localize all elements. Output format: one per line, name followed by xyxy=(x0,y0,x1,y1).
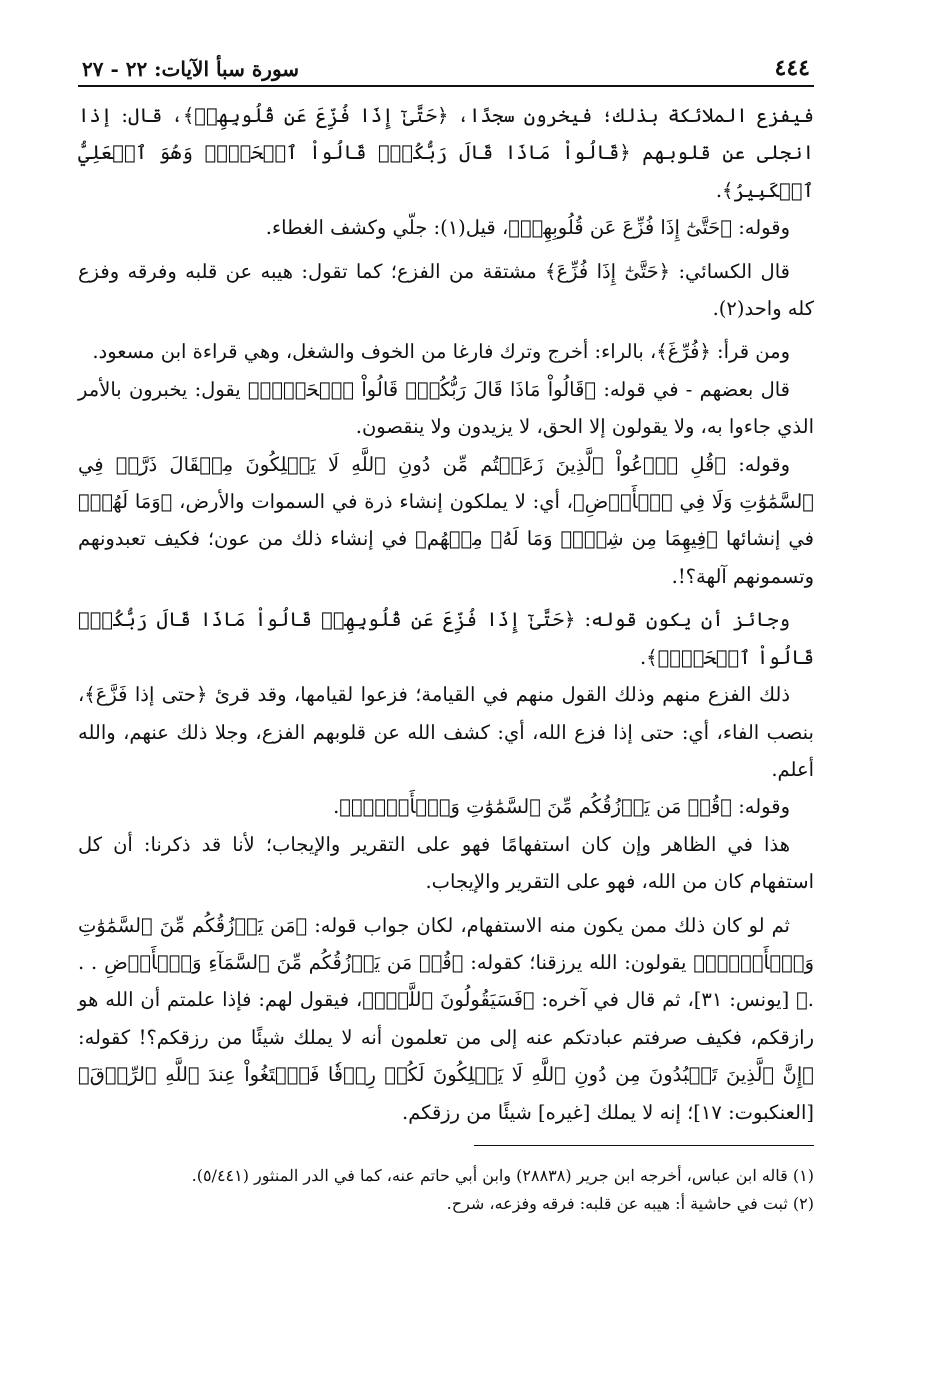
paragraph: وقوله: ﴿قُلۡ مَن يَرۡزُقُكُم مِّنَ ٱلسَّمَٰوَٰتِ وَٱلۡأَرۡضِۖ﴾. xyxy=(333,795,790,819)
paragraph: وقوله: ﴿قُلِ ٱدۡعُواْ ٱلَّذِينَ زَعَمۡتُم مِّن دُونِ ٱللَّهِ لَا يَمۡلِكُونَ مِثۡقَالَ ذَرَّةٖ فِي ٱلسَّمَٰوَٰتِ وَلَا فِي ٱلۡأَرۡضِ﴾، أي: لا يملكون إنشاء ذرة في السموات والأرض، ﴿وَمَا لَهُمۡ﴾ في إنشائها ﴿فِيهِمَا مِن شِرۡكٖ وَمَا لَهُۥ مِنۡهُم﴾ في إنشاء ذلك من عون؛ فكيف تعبدونهم وتسمونهم آلهة؟!. xyxy=(78,452,814,588)
footnote: (٢) ثبت في حاشية أ: هيبه عن قلبه: فرقه وفزعه، شرح. xyxy=(446,1193,814,1213)
page-header xyxy=(78,55,814,87)
paragraph: ومن قرأ: ﴿فُرِّغَ﴾، بالراء: أخرج وترك فارغا من الخوف والشغل، وهي قراءة ابن مسعود. xyxy=(92,340,790,364)
paragraph: وقوله: ﴿حَتَّىٰٓ إِذَا فُزِّعَ عَن قُلُوبِهِمۡ﴾، قيل(١): جلّي وكشف الغطاء. xyxy=(265,216,790,240)
paragraph: ثم لو كان ذلك ممن يكون منه الاستفهام، لكان جواب قوله: ﴿مَن يَرۡزُقُكُم مِّنَ ٱلسَّمَٰوَٰتِ وَٱلۡأَرۡضِۖ﴾ يقولون: الله يرزقنا؛ كقوله: ﴿قُلۡ مَن يَرۡزُقُكُم مِّنَ ٱلسَّمَآءِ وَٱلۡأَرۡضِ . . .﴾ [يونس: ٣١]، ثم قال في آخره: ﴿فَسَيَقُولُونَ ٱللَّهُۚ﴾، فيقول لهم: فإذا علمتم أن الله هو رازقكم، فكيف صرفتم عبادتكم عنه إلى من تعلمون أنه لا يملك شيئًا من رزقكم؟! كقوله: ﴿إِنَّ ٱلَّذِينَ تَعۡبُدُونَ مِن دُونِ ٱللَّهِ لَا يَمۡلِكُونَ لَكُمۡ رِزۡقٗا فَٱبۡتَغُواْ عِندَ ٱللَّهِ ٱلرِّزۡقَ﴾ [العنكبوت: ١٧]؛ إنه لا يملك [غيره] شيئًا من رزقكم. xyxy=(78,913,815,1124)
paragraph: قال بعضهم - في قوله: ﴿قَالُواْ مَاذَا قَالَ رَبُّكُمۡۖ قَالُواْ ٱلۡحَقَّۖ﴾ يقول: يخبرون بالأمر الذي جاءوا به، ولا يقولون إلا الحق، لا يزيدون ولا ينقصون. xyxy=(78,377,814,439)
paragraph: قال الكسائي: ﴿حَتَّىٰٓ إِذَا فُزِّعَ﴾ مشتقة من الفزع؛ كما تقول: هيبه عن قلبه وفرقه وفزع كله واحد(٢). xyxy=(78,259,814,321)
footnote-divider xyxy=(474,1145,814,1146)
footnotes xyxy=(78,1162,814,1218)
book-page xyxy=(78,55,814,1218)
paragraph: هذا في الظاهر وإن كان استفهامًا فهو على التقرير والإيجاب؛ لأنا قد ذكرنا: أن كل استفهام كان من الله، فهو على التقرير والإيجاب. xyxy=(78,832,814,894)
main-text xyxy=(78,97,814,1131)
footnote: (١) قاله ابن عباس، أخرجه ابن جرير (٢٨٨٣٨) وابن أبي حاتم عنه، كما في الدر المنثور (٥/٤٤١). xyxy=(191,1165,814,1185)
paragraph: فيفزع الملائكة بذلك؛ فيخرون سجدًا، ﴿حَتَّىٰٓ إِذَا فُزِّعَ عَن قُلُوبِهِمۡ﴾، قال: إذا انجلى عن قلوبهم ﴿قَالُواْ مَاذَا قَالَ رَبُّكُمۡۖ قَالُواْ ٱلۡحَقَّۖ وَهُوَ ٱلۡعَلِيُّ ٱلۡكَبِيرُ﴾. xyxy=(78,104,814,202)
paragraph: وجائز أن يكون قوله: ﴿حَتَّىٰٓ إِذَا فُزِّعَ عَن قُلُوبِهِمۡ قَالُواْ مَاذَا قَالَ رَبُّكُمۡۖ قَالُواْ ٱلۡحَقَّۖ﴾. xyxy=(78,608,814,669)
running-title: سورة سبأ الآيات: ٢٢ - ٢٧ xyxy=(82,57,300,81)
page-number: ٤٤٤ xyxy=(774,55,810,81)
paragraph: ذلك الفزع منهم وذلك القول منهم في القيامة؛ فزعوا لقيامها، وقد قرئ ﴿حتى إذا فَزَّعَ﴾، بنصب الفاء، أي: حتى إذا فزع الله، أي: كشف الله عن قلوبهم الفزع، وجلا ذلك عنهم، والله أعلم. xyxy=(78,683,814,781)
